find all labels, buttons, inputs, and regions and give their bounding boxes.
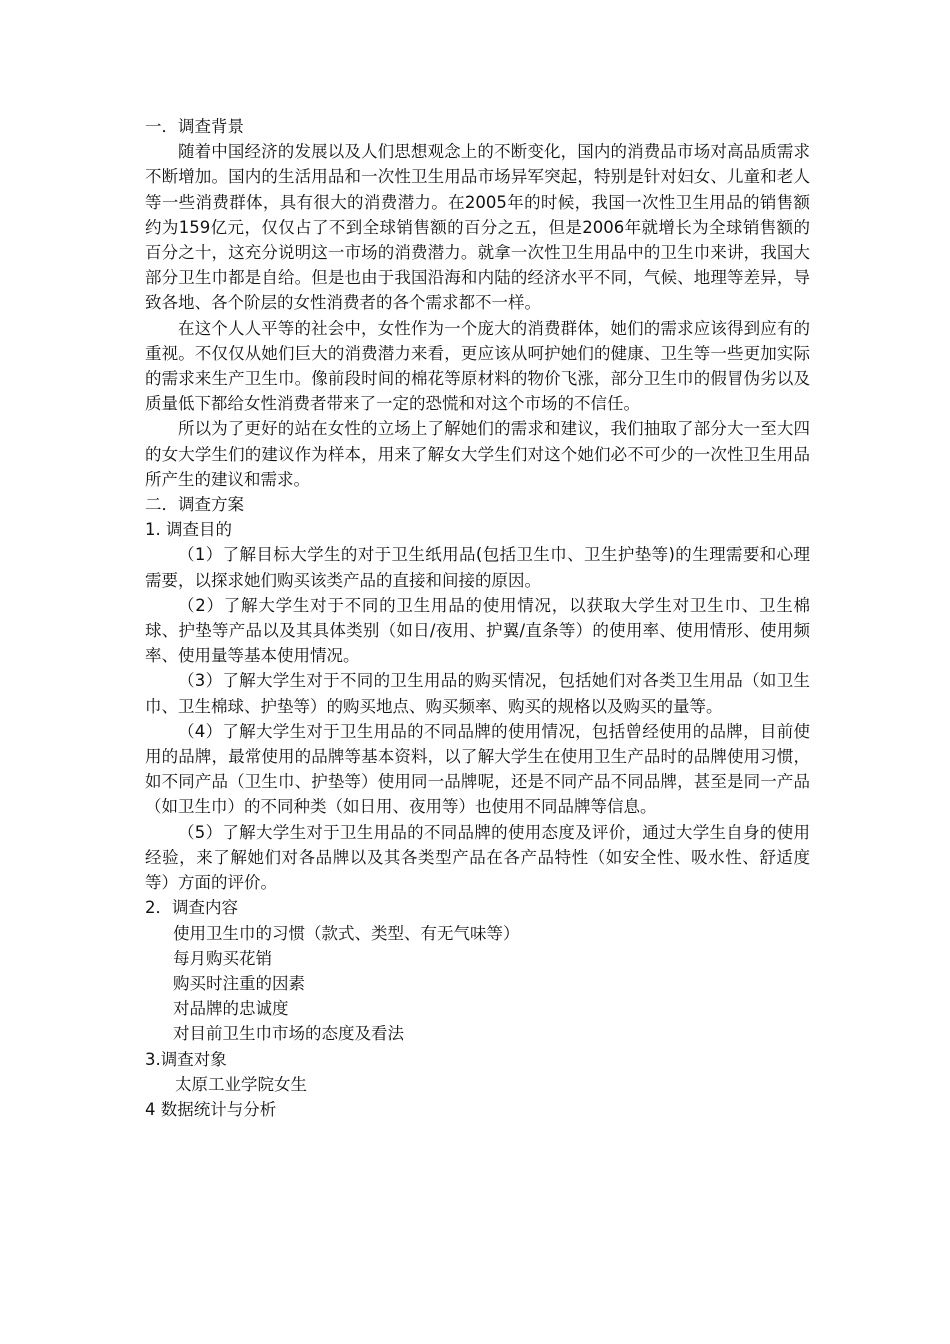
purpose-item-2: （2）了解大学生对于不同的卫生用品的使用情况，以获取大学生对卫生巾、卫生棉球、护垫等产品以及其具体类别（如日/夜用、护翼/直条等）的使用率、使用情形、使用频率、使用量等基本使用情况。 — [145, 595, 810, 666]
background-paragraph-1: 随着中国经济的发展以及人们思想观念上的不断变化，国内的消费品市场对高品质需求不断增加。国内的生活用品和一次性卫生用品市场异军突起，特别是针对妇女、儿童和老人等一些消费群体，具有很大的消费潜力。在2005年的时候，我国一次性卫生用品的销售额约为159亿元，仅仅占了不到全球销售额的百分之五，但是2006年就增长为全球销售额的百分之十，这充分说明这一市场的消费潜力。就拿一次性卫生用品中的卫生巾来讲，我国大部分卫生巾都是自给。但是也由于我国沿海和内陆的经济水平不同，气候、地理等差异，导致各地、各个阶层的女性消费者的各个需求都不一样。 — [145, 142, 810, 313]
subheading-statistics: 4 数据统计与分析 — [145, 1099, 277, 1119]
content-item-5: 对目前卫生巾市场的态度及看法 — [173, 1024, 404, 1044]
section-heading-background: 一．调查背景 — [145, 117, 244, 136]
background-paragraph-2: 在这个人人平等的社会中，女性作为一个庞大的消费群体，她们的需求应该得到应有的重视。不仅仅从她们巨大的消费潜力来看，更应该从呵护她们的健康、卫生等一些更加实际的需求来生产卫生巾。像前段时间的棉花等原材料的物价飞涨，部分卫生巾的假冒伪劣以及质量低下都给女性消费者带来了一定的恐慌和对这个市场的不信任。 — [145, 318, 810, 414]
subheading-content: 2．调查内容 — [145, 898, 238, 918]
content-item-4: 对品牌的忠诚度 — [173, 999, 289, 1019]
subheading-subject: 3.调查对象 — [145, 1049, 227, 1069]
content-item-1: 使用卫生巾的习惯（款式、类型、有无气味等） — [173, 923, 520, 943]
subheading-purpose: 1. 调查目的 — [145, 520, 232, 540]
section-heading-plan: 二．调查方案 — [145, 495, 244, 515]
content-item-3: 购买时注重的因素 — [173, 973, 305, 993]
subject-text: 太原工业学院女生 — [175, 1074, 307, 1094]
document-body — [145, 114, 810, 1122]
purpose-item-4: （4）了解大学生对于卫生用品的不同品牌的使用情况，包括曾经使用的品牌，目前使用的品牌，最常使用的品牌等基本资料，以了解大学生在使用卫生产品时的品牌使用习惯，如不同产品（卫生巾、护垫等）使用同一品牌呢，还是不同产品不同品牌，甚至是同一产品（如卫生巾）的不同种类（如日用、夜用等）也使用不同品牌等信息。 — [145, 721, 810, 817]
purpose-item-5: （5）了解大学生对于卫生用品的不同品牌的使用态度及评价，通过大学生自身的使用经验，来了解她们对各品牌以及其各类型产品在各产品特性（如安全性、吸水性、舒适度等）方面的评价。 — [145, 822, 810, 893]
purpose-item-3: （3）了解大学生对于不同的卫生用品的购买情况，包括她们对各类卫生用品（如卫生巾、卫生棉球、护垫等）的购买地点、购买频率、购买的规格以及购买的量等。 — [145, 671, 810, 716]
content-item-2: 每月购买花销 — [173, 948, 272, 968]
background-paragraph-3: 所以为了更好的站在女性的立场上了解她们的需求和建议，我们抽取了部分大一至大四的女大学生们的建议作为样本，用来了解女大学生们对这个她们必不可少的一次性卫生用品所产生的建议和需求。 — [145, 419, 810, 489]
purpose-item-1: （1）了解目标大学生的对于卫生纸用品(包括卫生巾、卫生护垫等)的生理需要和心理需要，以探求她们购买该类产品的直接和间接的原因。 — [145, 545, 810, 590]
